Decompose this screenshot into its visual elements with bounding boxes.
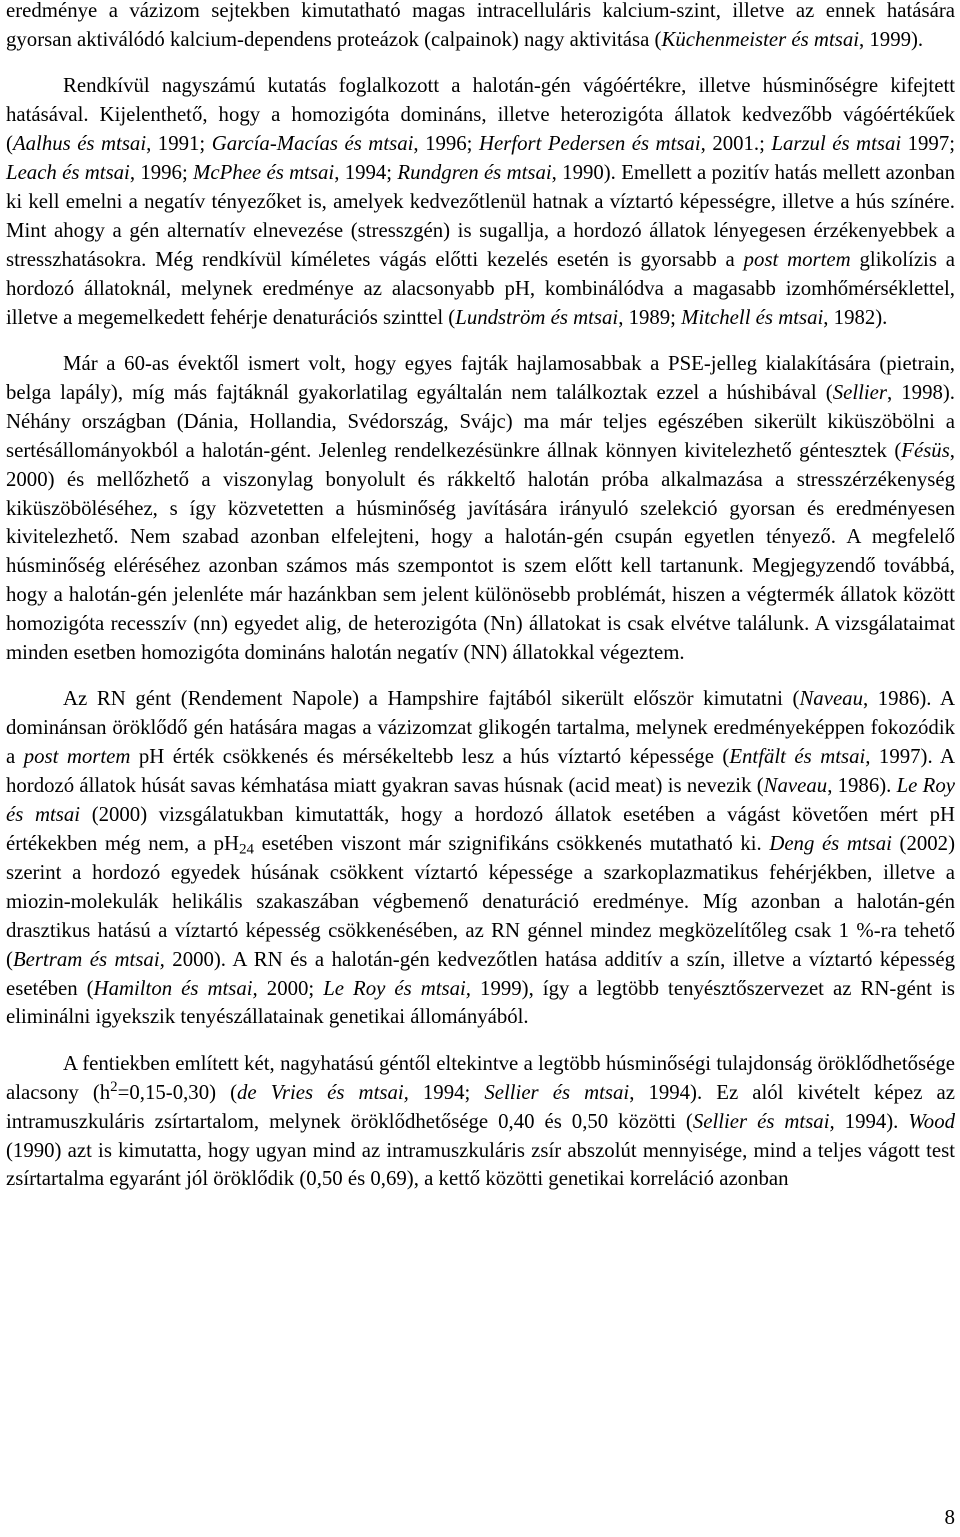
- citation-italic: Fésüs: [901, 438, 950, 462]
- text-run: (2000) vizsgálatukban kimutatták, hogy a hordozó állatok esetében a vágást követően mért pH értékekben még nem, a pH: [6, 803, 956, 855]
- text-run: (2002) szerint a hordozó egyedek húsának csökkent víztartó képessége a szarkoplazmatikus fehérjékben, illetve a miozin-molekulák helikális szakaszában végbemenő denaturáció eredménye. Míg azonban a halotán-gén drasztikus hatású a víztartó képesség csökkenésében, az RN génnel mindez megközelítőleg csak 1 %-ra tehető (: [6, 831, 955, 971]
- citation-italic: Lundström és mtsai: [455, 305, 619, 329]
- citation-italic: McPhee és mtsai: [193, 161, 335, 185]
- text-run: eredménye a vázizom sejtekben kimutatható magas intracelluláris kalcium-szint, illetve az ennek hatására gyorsan aktiválódó kalcium-dependens proteázok (calpainok) nagy aktivitása (: [6, 0, 955, 51]
- text-run: 1997;: [901, 132, 955, 156]
- citation-italic: Herfort Pedersen és mtsai: [478, 132, 701, 156]
- paragraph: [6, 350, 955, 668]
- text-run: 1994;: [408, 1080, 485, 1104]
- citation-italic: García-Macías és mtsai: [211, 132, 414, 156]
- citation-italic: Aalhus és mtsai: [12, 132, 147, 156]
- text-run: , 1989;: [618, 305, 682, 329]
- citation-italic: Bertram és mtsai,: [12, 947, 165, 971]
- text-run: (1990) azt is kimutatta, hogy ugyan mind az intramuszkuláris zsír abszolút mennyisége, mind a teljes vágott test zsírtartalma egyaránt jól öröklődik (0,50 és 0,69), a kettő közötti genetikai korreláció azonban: [6, 1138, 955, 1191]
- text-run: , 1994;: [334, 161, 398, 185]
- text-run: , 1994). Ez alól kivételt képez az intramuszkuláris zsírtartalom, melynek öröklődhetősége 0,40 és 0,50 közötti (: [6, 1080, 955, 1133]
- text-run: 2000;: [257, 976, 324, 1000]
- citation-italic: Sellier és mtsai,: [692, 1109, 835, 1133]
- text-run: 1997). A hordozó állatok húsát savas kémhatása miatt gyakran savas húsnak (acid meat) is nevezik (: [6, 745, 955, 798]
- text-run: Az RN gént (Rendement Napole) a Hampshire fajtából sikerült először kimutatni (: [63, 687, 800, 711]
- text-run: , 1986). A dominánsan öröklődő gén hatására magas a vázizomzat glikogén tartalma, melynek eredményeképpen fokozódik a: [6, 687, 955, 769]
- paragraph: [6, 1050, 955, 1195]
- text-run: 2000). A RN és a halotán-gén kedvezőtlen hatása additív a szín, illetve a víztartó képesség esetében (: [6, 947, 955, 1000]
- text-run: 1994).: [834, 1109, 909, 1133]
- citation-italic: Küchenmeister és mtsai: [661, 27, 859, 51]
- citation-italic: Naveau: [763, 774, 828, 798]
- subscript: 24: [239, 841, 255, 858]
- text-run: , 1998). Néhány országban (Dánia, Hollandia, Svédország, Svájc) ma már teljes egészében sikerült kiküszöbölni a sertésállományokból a halotán-gént. Jelenleg rendelkezésünkre állnak könnyen kivitelezhető géntesztek (: [6, 380, 955, 462]
- text-run: , 1982).: [823, 305, 888, 329]
- citation-italic: Hamilton és mtsai,: [93, 976, 258, 1000]
- citation-italic: Sellier és mtsai: [484, 1080, 630, 1104]
- text-run: , 1990). Emellett a pozitív hatás mellett azonban ki kell emelni a negatív tényezőket is, amelyek kedvezőtlenül hatnak a víztartó képességre, illetve a hús színére. Mint ahogy a gén alternatív elnevezése (stresszgén) is sugallja, a hordozó állatok lényegesen érzékenyebbek a stresszhatásokra. Még rendkívül kíméletes vágás előtti kezelés esetén is gyorsabb a: [6, 161, 955, 271]
- citation-italic: Le Roy és mtsai,: [323, 976, 472, 1000]
- page-number: 8: [944, 1505, 955, 1529]
- citation-italic: post mortem: [743, 247, 851, 271]
- text-run: , 1999).: [859, 27, 924, 51]
- citation-italic: Le Roy és mtsai: [6, 774, 955, 827]
- citation-italic: Deng és mtsai: [769, 831, 892, 855]
- paragraph: [6, 0, 955, 55]
- citation-italic: Leach és mtsai: [6, 161, 130, 185]
- text-run: pH érték csökkenés és mérsékeltebb lesz a hús víztartó képessége (: [130, 745, 730, 769]
- citation-italic: Rundgren és mtsai: [397, 161, 552, 185]
- citation-italic: Naveau: [799, 687, 863, 711]
- text-run: Már a 60-as évektől ismert volt, hogy egyes fajták hajlamosabbak a PSE-jelleg kialakítására (pietrain, belga lapály), míg más fajtáknál gyakorlatilag egyáltalán nem találkoztak ezzel a húshibával (: [6, 351, 955, 404]
- text-run: glikolízis a hordozó állatoknál, melynek eredménye az alacsonyabb pH, kombinálódva a magasabb izomhőmérséklettel, illetve a megemelkedett fehérje denaturációs szinttel (: [6, 247, 955, 329]
- text-run: , 1986).: [827, 774, 897, 798]
- document-body: [6, 0, 955, 1212]
- superscript: 2: [110, 1078, 118, 1095]
- citation-italic: Sellier: [832, 380, 887, 404]
- citation-italic: Mitchell és mtsai: [681, 305, 824, 329]
- text-run: esetében viszont már szignifikáns csökkenés mutatható ki.: [254, 831, 770, 855]
- text-run: , 1991;: [146, 132, 212, 156]
- text-run: A fentiekben említett két, nagyhatású géntől eltekintve a legtöbb húsminőségi tulajdonság öröklődhetősége alacsony (h: [6, 1051, 955, 1104]
- citation-italic: Larzul és mtsai: [771, 132, 902, 156]
- text-run: , 1996;: [413, 132, 479, 156]
- text-run: 1999), így a legtöbb tenyésztőszervezet az RN-gént is eliminálni igyekszik tenyészállatainak genetikai állományából.: [6, 976, 955, 1029]
- citation-italic: post mortem: [23, 745, 131, 769]
- text-run: , 2000) és mellőzhető a viszonylag bonyolult és rákkeltő halotán próba alkalmazása a stresszérzékenység kiküszöböléséhez, s így közvetetten a húsminőség javítására irányuló szelekció gyorsan és eredményesen kivitelezhető. Nem szabad azonban elfelejteni, hogy a halotán-gén csupán egyetlen tényező. A megfelelő húsminőség eléréséhez azonban számos más szempontot is szem előtt kell tartanunk. Megjegyzendő továbbá, hogy a halotán-gén jelenléte már hazánkban sem jelent különösebb problémát, hiszen a végtermék állatok között homozigóta recesszív (nn) egyedet alig, de heterozigóta (Nn) állatokat is csak elvétve találunk. A vizsgálataimat minden esetben homozigóta domináns halotán negatív (NN) állatokkal végeztem.: [6, 438, 955, 665]
- paragraph: [6, 685, 955, 1032]
- text-run: , 2001.;: [700, 132, 772, 156]
- text-run: =0,15-0,30) (: [117, 1080, 238, 1104]
- text-run: Rendkívül nagyszámú kutatás foglalkozott a halotán-gén vágóértékre, illetve húsminőségre kifejtett hatásával. Kijelenthető, hogy a homozigóta domináns, illetve heterozigóta állatok kedvezőbb vágóértékűek (: [6, 74, 955, 156]
- citation-italic: de Vries és mtsai,: [237, 1080, 409, 1104]
- text-run: , 1996;: [129, 161, 194, 185]
- citation-italic: Entfält és mtsai,: [729, 745, 871, 769]
- citation-italic: Wood: [908, 1109, 955, 1133]
- paragraph: [6, 72, 955, 332]
